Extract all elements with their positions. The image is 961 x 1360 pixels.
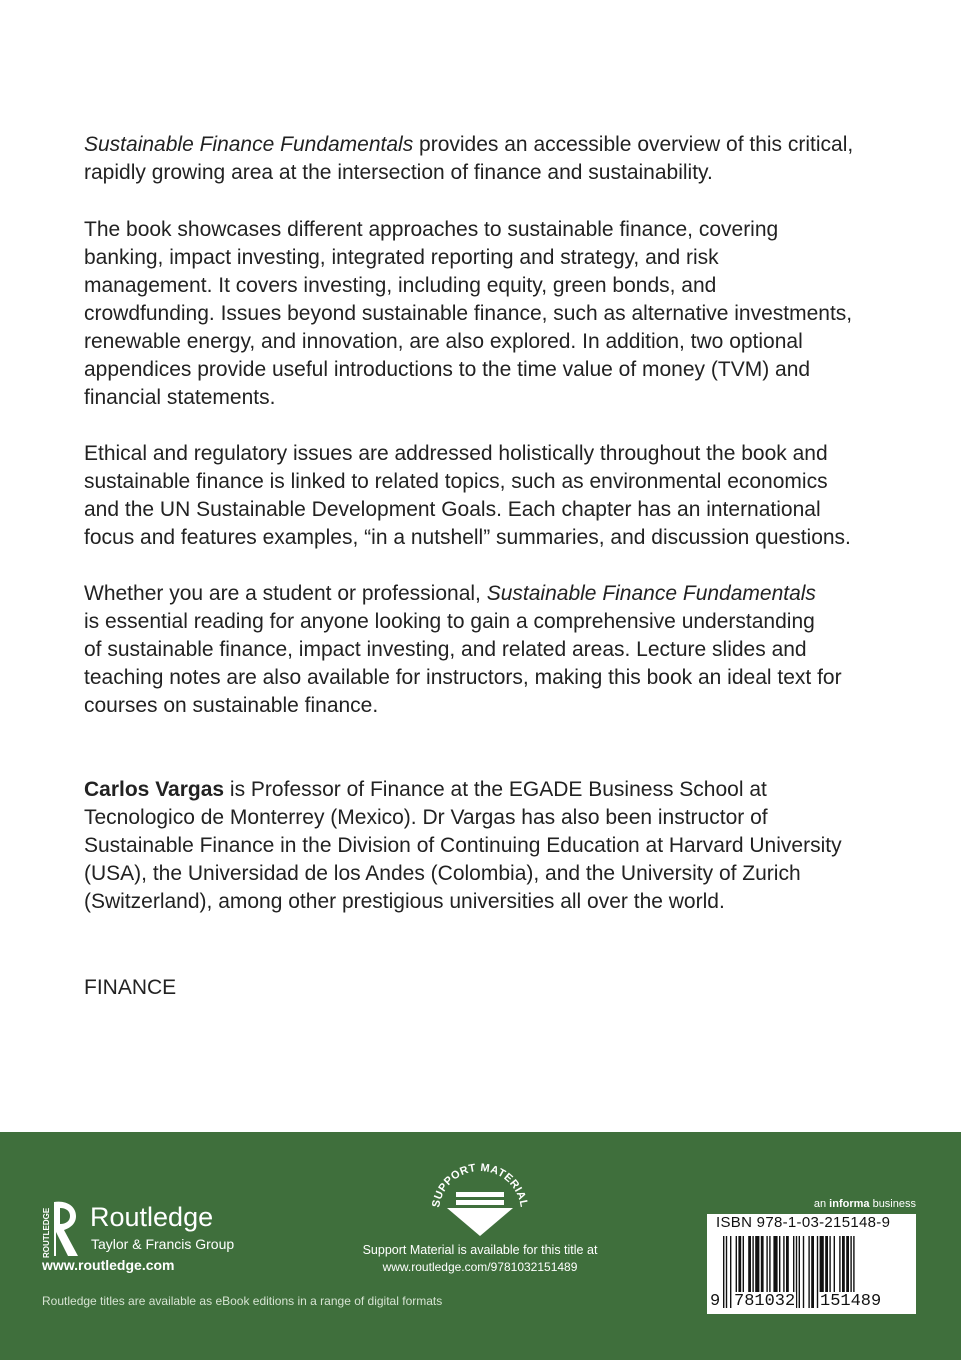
support-badge-text: SUPPORT MATERIAL [430, 1161, 530, 1209]
support-material-download-icon [425, 1160, 535, 1240]
barcode-digit-group-2: 151489 [820, 1292, 882, 1311]
ebook-note: Routledge titles are available as eBook editions in a range of digital formats [42, 1294, 443, 1308]
publisher-name: Routledge [90, 1202, 214, 1232]
book-title: Sustainable Finance Fundamentals [486, 582, 816, 605]
routledge-logo-icon [40, 1200, 86, 1260]
isbn-number: ISBN 978-1-03-215148-9 [716, 1214, 891, 1231]
publisher-footer [0, 1132, 961, 1360]
intro-paragraph: Sustainable Finance Fundamentals provides an accessible overview of this critical, rapidly growing area at the intersection of finance and sustainability. [84, 133, 854, 184]
barcode-digit-prefix: 9 [710, 1292, 721, 1311]
ethics-paragraph: Ethical and regulatory issues are addressed holistically throughout the book and sustainable finance is linked to related topics, such as environmental economics and the UN Sustainable Development Goals. Each chapter has an international focus and features examples, “in a nutshell” summaries, and discussion questions. [84, 442, 851, 549]
support-material-note: Support Material is available for this title at [362, 1243, 598, 1257]
overview-paragraph: The book showcases different approaches to sustainable finance, covering banking, impact investing, integrated reporting and strategy, and risk management. It covers investing, including equity, green bonds, and crowdfunding. Issues beyond sustainable finance, such as alternative investments, renewable energy, and innovation, are also explored. In addition, two optional appendices provide useful introductions to the time value of money (TVM) and financial statements. [84, 218, 853, 409]
audience-paragraph: Whether you are a student or professional, Sustainable Finance Fundamentals is essential reading for anyone looking to gain a comprehensive understanding of sustainable finance, impact investing, and related areas. Lecture slides and teaching notes are also available for instructors, making this book an ideal text for courses on sustainable finance. [84, 582, 842, 717]
support-material-url[interactable]: www.routledge.com/9781032151489 [382, 1260, 578, 1274]
informa-business-tag: an informa business [813, 1198, 916, 1210]
barcode-digit-group-1: 781032 [734, 1292, 796, 1311]
logo-side-text: ROUTLEDGE [42, 1207, 51, 1258]
isbn-barcode [707, 1214, 916, 1314]
book-title: Sustainable Finance Fundamentals [84, 133, 414, 156]
publisher-group: Taylor & Francis Group [91, 1236, 235, 1252]
barcode-digits [707, 1292, 916, 1314]
publisher-url[interactable]: www.routledge.com [42, 1257, 175, 1273]
author-name: Carlos Vargas [84, 778, 225, 801]
subject-category: FINANCE [84, 976, 177, 999]
author-bio: Carlos Vargas is Professor of Finance at the EGADE Business School at Tecnologico de Monterrey (Mexico). Dr Vargas has also been instructor of Sustainable Finance in the Division of Continuing Education at Harvard University (USA), the Universidad de los Andes (Colombia), and the University of Zurich (Switzerland), among other prestigious universities all over the world. [84, 778, 842, 913]
